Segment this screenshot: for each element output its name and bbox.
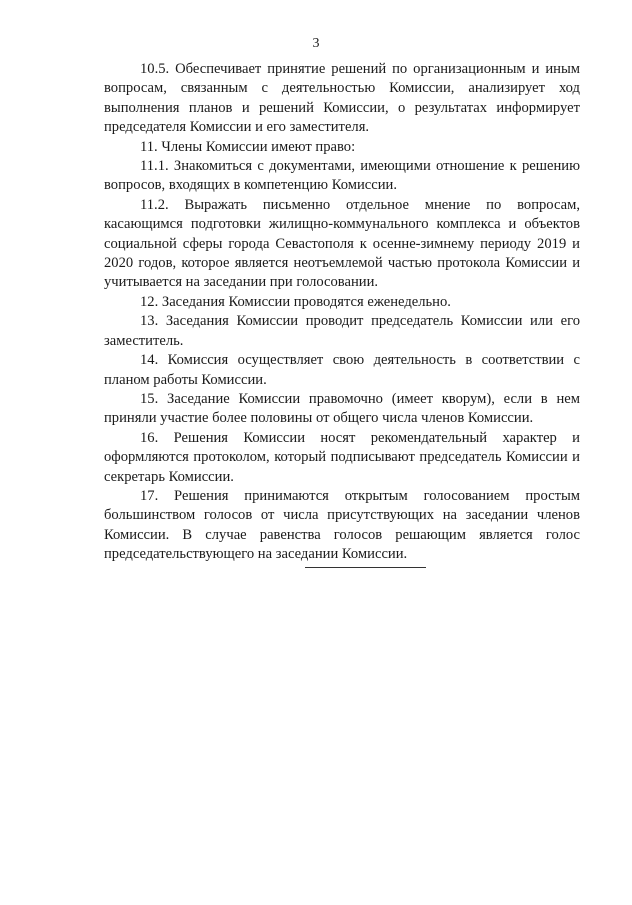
paragraph-14: 14. Комиссия осуществляет свою деятельность в соответствии с планом работы Комиссии.: [104, 352, 580, 388]
paragraph-11: 11. Члены Комиссии имеют право:: [140, 138, 356, 155]
separator-line: [305, 567, 426, 568]
paragraph-15: 15. Заседание Комиссии правомочно (имеет кворум), если в нем приняли участие более половины от общего числа членов Комиссии.: [104, 390, 580, 427]
paragraph-12: 12. Заседания Комиссии проводятся еженедельно.: [140, 293, 451, 310]
paragraph-11-1: 11.1. Знакомиться с документами, имеющими отношение к решению вопросов, входящих в компетенцию Комиссии.: [104, 158, 580, 194]
document-body: [104, 60, 580, 565]
paragraph-10-5: 10.5. Обеспечивает принятие решений по организационным и иным вопросам, связанным с деятельностью Комиссии, анализирует ход выполнения планов и решений Комиссии, о результатах информирует председателя Комиссии и его заместителя.: [104, 61, 580, 136]
paragraph-11-2: 11.2. Выражать письменно отдельное мнение по вопросам, касающимся подготовки жилищно-коммунального комплекса и объектов социальной сферы города Севастополя к осенне-зимнему периоду 2019 и 2020 годов, которое является неотъемлемой частью протокола Комиссии и учитывается на заседании при голосовании.: [104, 196, 580, 291]
paragraph-16: 16. Решения Комиссии носят рекомендательный характер и оформляются протоколом, который подписывают председатель Комиссии и секретарь Комиссии.: [104, 429, 580, 485]
paragraph-17: 17. Решения принимаются открытым голосованием простым большинством голосов от числа присутствующих на заседании членов Комиссии. В случае равенства голосов решающим является голос председательствующего на заседании Комиссии.: [104, 487, 580, 563]
page-number: 3: [312, 36, 320, 51]
paragraph-13: 13. Заседания Комиссии проводит председатель Комиссии или его заместитель.: [104, 313, 580, 349]
